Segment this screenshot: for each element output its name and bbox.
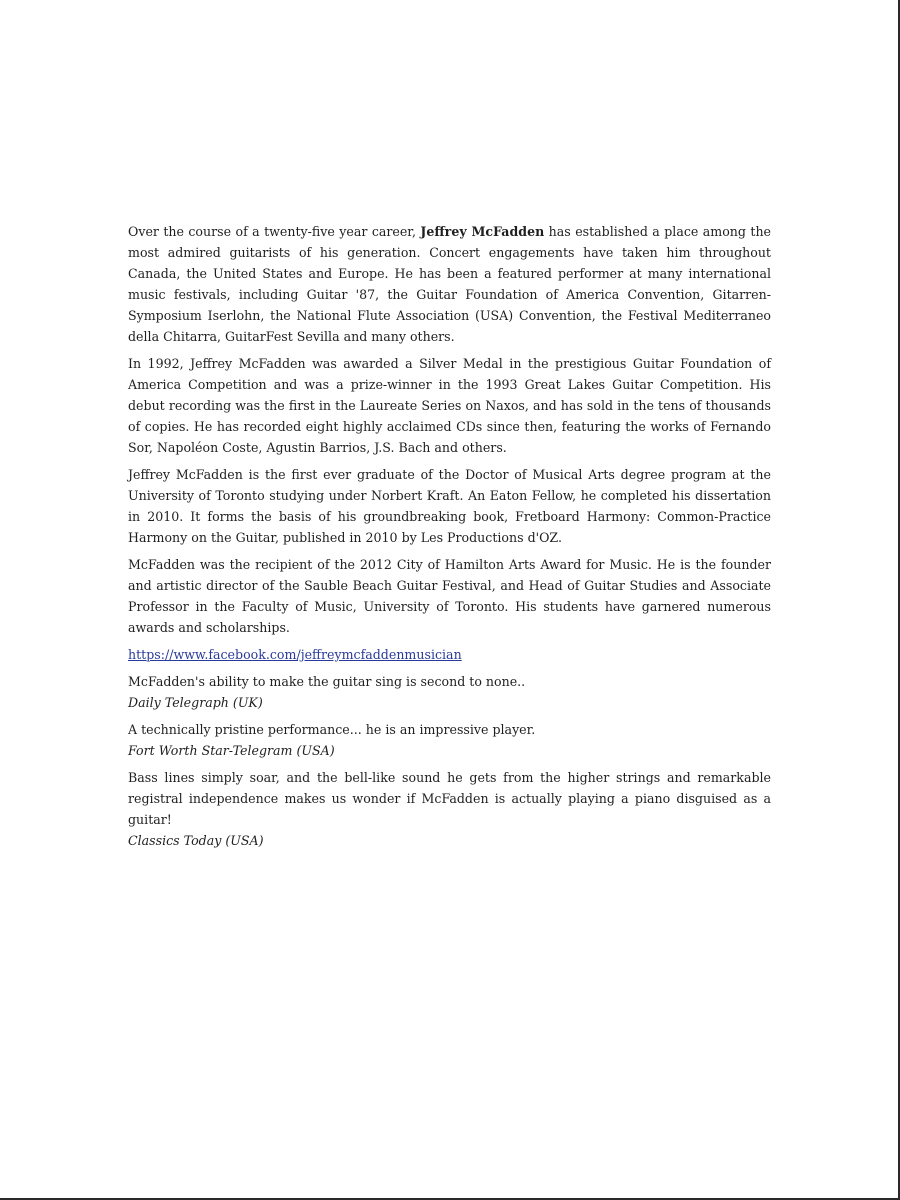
quote-text: A technically pristine performance... he is an impressive player. — [128, 722, 536, 737]
bio-paragraph-2: In 1992, Jeffrey McFadden was awarded a Silver Medal in the prestigious Guitar Foundation of America Competition and was a prize-winner in the 1993 Great Lakes Guitar Competition. His debut recording was the first in the Laureate Series on Naxos, and has sold in the tens of thousands of copies. He has recorded eight highly acclaimed CDs since then, featuring the works of Fernando Sor, Napoléon Coste, Agustin Barrios, J.S. Bach and others. — [128, 356, 771, 455]
artist-name: Jeffrey McFadden — [420, 224, 545, 239]
review-quote-2 — [128, 719, 771, 761]
bio-intro-text: Over the course of a twenty-five year career, — [128, 224, 421, 239]
quote-text: McFadden's ability to make the guitar sing is second to none.. — [128, 674, 526, 689]
bio-paragraph-1 — [128, 221, 771, 347]
bio-intro-continued: has established a place among the most admired guitarists of his generation. Concert engagements have taken him throughout Canada, the United States and Europe. He has been a featured performer at many international music festivals, including Guitar '87, the Guitar Foundation of America Convention, Gitarren-Symposium Iserlohn, the National Flute Association (USA) Convention, the Festival Mediterraneo della Chitarra, GuitarFest Sevilla and many others. — [128, 224, 772, 344]
facebook-link-row — [128, 644, 771, 665]
quote-text: Bass lines simply soar, and the bell-like sound he gets from the higher strings and remarkable registral independence makes us wonder if McFadden is actually playing a piano disguised as a guitar! — [128, 770, 771, 827]
facebook-link[interactable]: https://www.facebook.com/jeffreymcfaddenmusician — [128, 647, 462, 662]
review-quote-1 — [128, 671, 771, 713]
bio-paragraph-4: McFadden was the recipient of the 2012 City of Hamilton Arts Award for Music. He is the founder and artistic director of the Sauble Beach Guitar Festival, and Head of Guitar Studies and Associate Professor in the Faculty of Music, University of Toronto. His students have garnered numerous awards and scholarships. — [128, 557, 771, 635]
review-quote-3 — [128, 767, 771, 851]
quote-source: Daily Telegraph (UK) — [128, 695, 263, 710]
quote-source: Fort Worth Star-Telegram (USA) — [128, 743, 335, 758]
bio-paragraph-3: Jeffrey McFadden is the first ever graduate of the Doctor of Musical Arts degree program at the University of Toronto studying under Norbert Kraft. An Eaton Fellow, he completed his dissertation in 2010. It forms the basis of his groundbreaking book, Fretboard Harmony: Common-Practice Harmony on the Guitar, published in 2010 by Les Productions d'OZ. — [128, 467, 771, 545]
biography-content — [128, 221, 771, 857]
quote-source: Classics Today (USA) — [128, 833, 264, 848]
